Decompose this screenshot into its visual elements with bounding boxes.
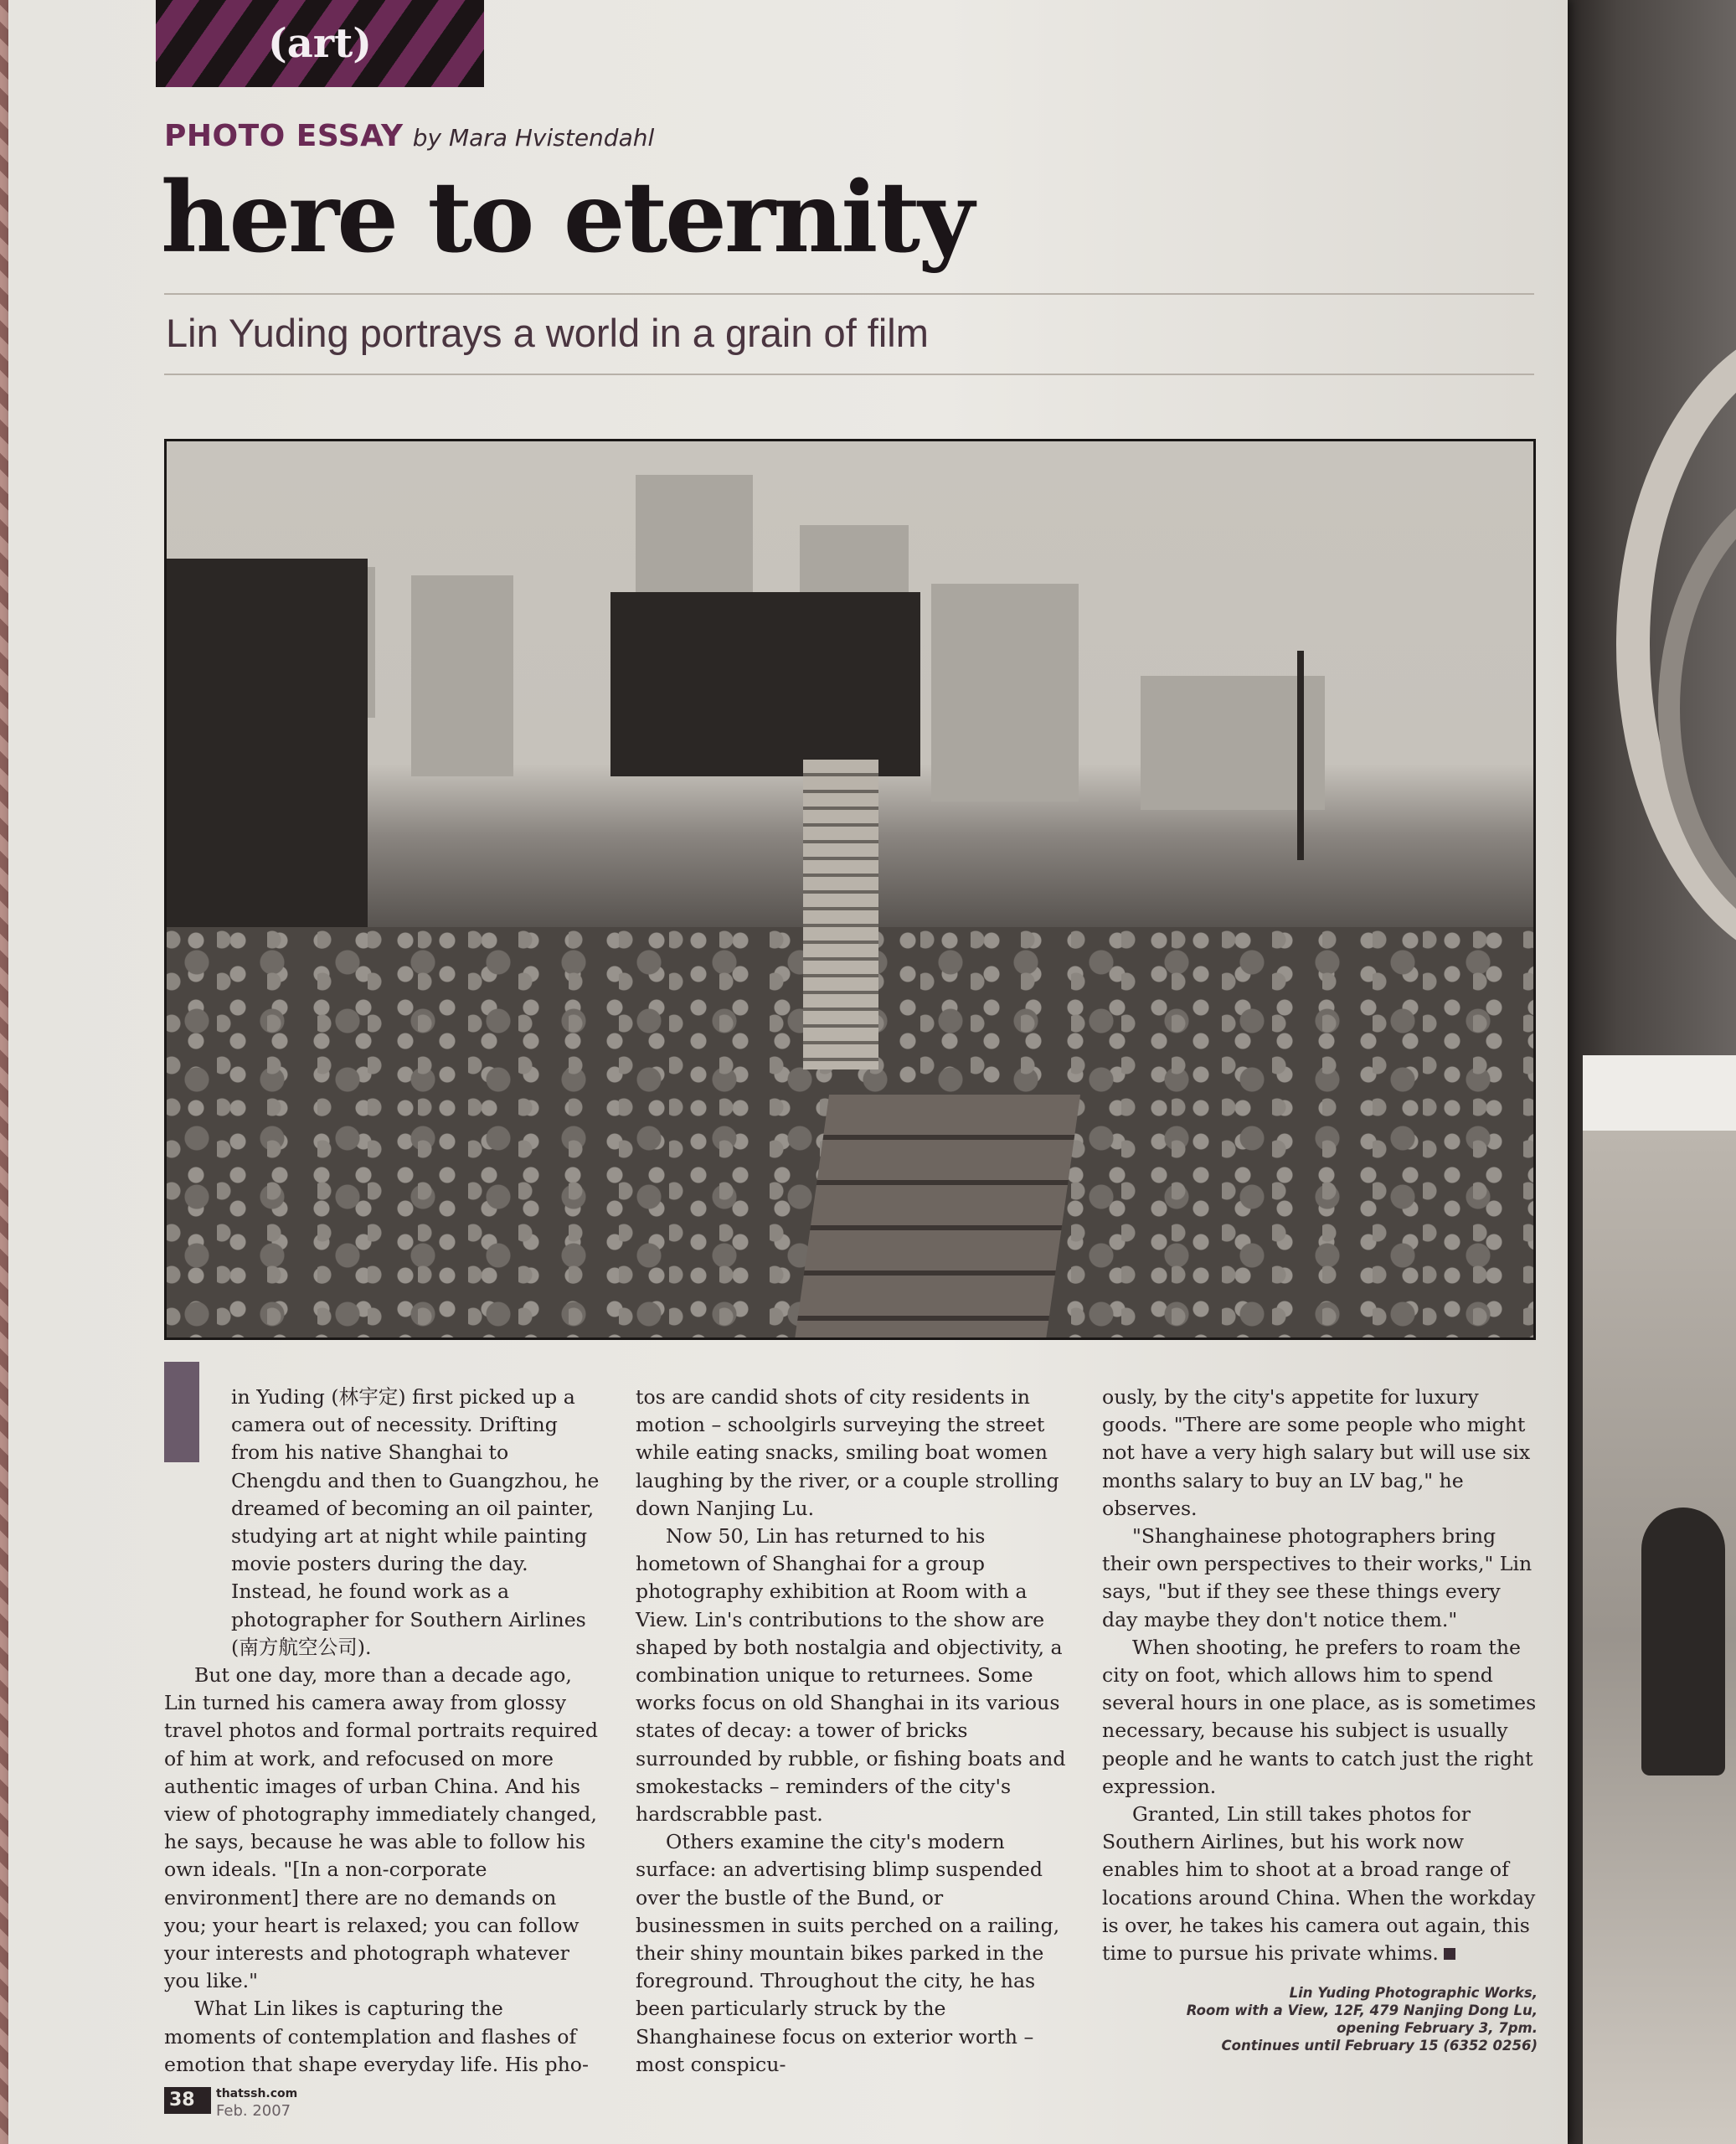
paragraph: Others examine the city's modern surface: an advertising blimp suspended over the bustle of the Bund, or businessmen in suits perched on a railing, their shiny mountain bikes parked in the foreground. Throughout the city, he has been particularly struck by the Shanghainese focus on exterior worth – most conspicu- bbox=[636, 1830, 1060, 2076]
magazine-page bbox=[8, 0, 1568, 2144]
article-column-2 bbox=[636, 1384, 1071, 2079]
exhibition-credits bbox=[1102, 1984, 1538, 2054]
photo-brick-tower bbox=[803, 760, 878, 1069]
photo-highrise bbox=[931, 584, 1079, 801]
credits-line: Continues until February 15 (6352 0256) bbox=[1221, 2038, 1538, 2054]
photo-ruined-house bbox=[167, 559, 368, 935]
paragraph: in Yuding (林宇定) first picked up a camera out of necessity. Drifting from his native Shanghai to Chengdu and then to Guangzhou, he dreamed of becoming an oil painter, studying art at night while painting movie posters during the day. Instead, he found work as a photographer for Southern Airlines (南方航空公司). bbox=[231, 1385, 600, 1659]
headline: here to eternity bbox=[161, 161, 972, 275]
paragraph: But one day, more than a decade ago, Lin turned his camera away from glossy travel photos and formal portraits required of him at work, and refocused on more authentic images of urban China. And his view of photography immediately changed, he says, because he was able to follow his own ideals. "[In a non-corporate environment] there are no demands on you; your heart is relaxed; you can follow your interests and photograph whatever you like." bbox=[164, 1663, 599, 1993]
end-mark-icon bbox=[1444, 1948, 1455, 1960]
kicker bbox=[164, 119, 654, 153]
credits-line: Lin Yuding Photographic Works, bbox=[1289, 1985, 1538, 2001]
page-number-block bbox=[164, 2087, 211, 2114]
paragraph: "Shanghainese photographers bring their own perspectives to their works," Lin says, "but if they see these things every day maybe they don't notice them." bbox=[1102, 1524, 1533, 1631]
section-tag: (art) bbox=[268, 20, 372, 67]
kicker-label: PHOTO ESSAY bbox=[164, 119, 404, 153]
credits-line: opening February 3, 7pm. bbox=[1337, 2020, 1538, 2036]
subhead: Lin Yuding portrays a world in a grain of film bbox=[166, 311, 929, 355]
paragraph-text: Granted, Lin still takes photos for Southern Airlines, but his work now enables him to shoot at a broad range of locations around China. When the workday is over, he takes his camera out again, this time to pursue his private whims. bbox=[1102, 1802, 1536, 1966]
paragraph: Now 50, Lin has returned to his hometown of Shanghai for a group photography exhibition at Room with a View. Lin's contributions to the show are shaped by both nostalgia and objectivity, a combination unique to returnees. Some works focus on old Shanghai in its various states of decay: a tower of bricks surrounded by rubble, or fishing boats and smokestacks – reminders of the city's hardscrabble past. bbox=[636, 1524, 1066, 1827]
demolition-photo bbox=[164, 439, 1536, 1340]
article-column-1 bbox=[164, 1384, 600, 2079]
paragraph: When shooting, he prefers to roam the city on foot, which allows him to spend several hours in one place, as is sometimes necessary, because his subject is usually people and he wants to catch just the right expression. bbox=[1102, 1635, 1537, 1798]
page-number: 38 bbox=[169, 2090, 195, 2110]
photo-wood-boards bbox=[794, 1095, 1080, 1340]
credits-line: Room with a View, 12F, 479 Nanjing Dong Lu, bbox=[1186, 2002, 1538, 2018]
paragraph: What Lin likes is capturing the moments of contemplation and flashes of emotion that shape everyday life. His pho- bbox=[164, 1997, 589, 2076]
article-column-3 bbox=[1102, 1384, 1538, 1967]
photo-highrise bbox=[411, 575, 513, 776]
paragraph: tos are candid shots of city residents in motion – schoolgirls surveying the street while eating snacks, smiling boat women laughing by the river, or a couple strolling down Nanjing Lu. bbox=[636, 1385, 1059, 1520]
byline: by Mara Hvistendahl bbox=[412, 124, 655, 152]
facing-page-photo bbox=[1566, 0, 1736, 2144]
footer-site: thatssh.com bbox=[216, 2087, 298, 2100]
rule-top bbox=[164, 293, 1534, 295]
paragraph: ously, by the city's appetite for luxury goods. "There are some people who might not have a very high salary but will use six months salary to buy an LV bag," he observes. bbox=[1102, 1385, 1531, 1520]
footer-date: Feb. 2007 bbox=[216, 2102, 291, 2120]
paragraph-last bbox=[1102, 1801, 1538, 1967]
facing-page-gutter bbox=[1583, 1055, 1736, 1131]
rule-bottom bbox=[164, 374, 1534, 375]
facing-photo-person bbox=[1641, 1508, 1725, 1776]
photo-utility-pole bbox=[1297, 651, 1304, 860]
photo-old-house bbox=[610, 592, 920, 776]
